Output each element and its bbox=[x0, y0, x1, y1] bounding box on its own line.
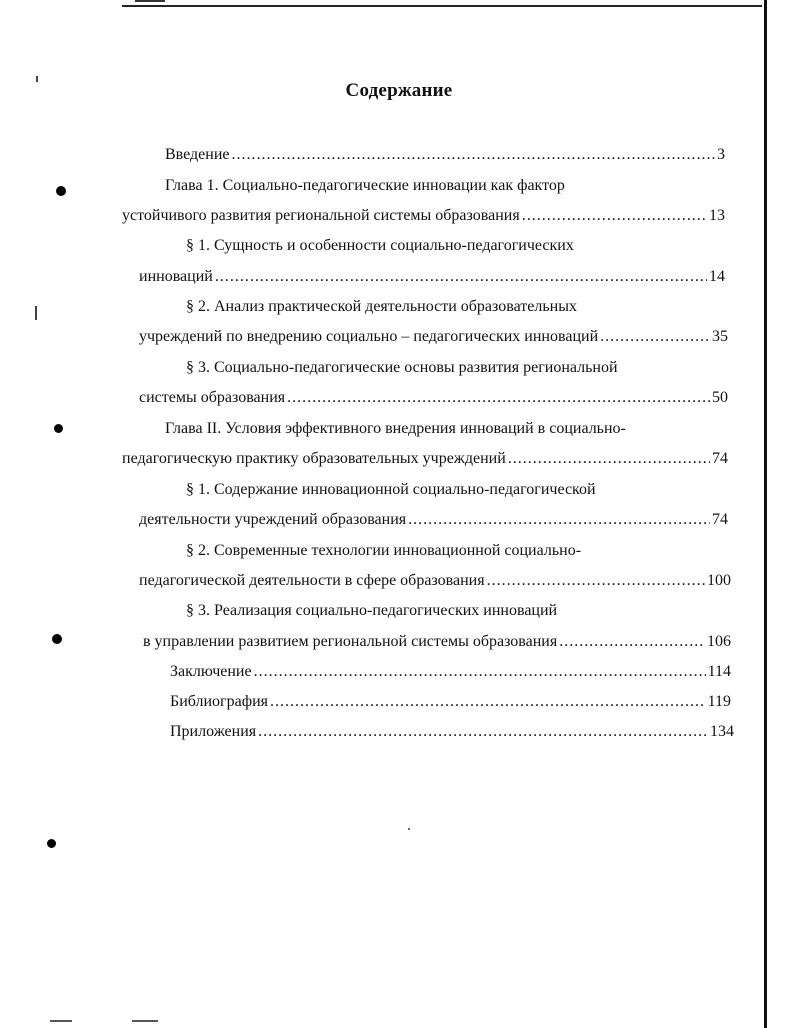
toc-entry-text: педагогическую практику образовательных учреждений bbox=[122, 450, 506, 467]
toc-entry-text: в управлении развитием региональной системы образования bbox=[143, 633, 558, 650]
toc-leader bbox=[559, 631, 705, 653]
toc-entry-text: Приложения bbox=[170, 723, 257, 740]
binder-hole-mark bbox=[52, 634, 62, 644]
toc-leader bbox=[600, 326, 710, 348]
toc-entry-text: Библиография bbox=[170, 693, 268, 710]
toc-leader bbox=[408, 509, 710, 531]
toc-entry-text: Введение bbox=[165, 146, 230, 163]
toc-entry bbox=[186, 540, 581, 562]
scan-edge-right bbox=[764, 0, 767, 1028]
toc-entry-text: § 1. Содержание инновационной социально-педагогической bbox=[186, 481, 596, 498]
toc-page-number: 100 bbox=[707, 572, 731, 589]
toc-entry-text: Глава 1. Социально-педагогические инновации как фактор bbox=[165, 177, 565, 194]
toc-page-number: 50 bbox=[712, 389, 728, 406]
toc-entry bbox=[165, 175, 565, 197]
toc-entry-text: учреждений по внедрению социально – педагогических инноваций bbox=[139, 328, 599, 345]
toc-page-number: 106 bbox=[707, 633, 731, 650]
toc-entry bbox=[122, 205, 725, 227]
toc-page-number: 3 bbox=[717, 146, 725, 163]
toc-entry bbox=[170, 661, 731, 683]
toc-page-number: 13 bbox=[709, 207, 725, 224]
toc-leader bbox=[508, 448, 710, 470]
binder-hole-mark bbox=[56, 186, 66, 196]
toc-entry bbox=[186, 600, 557, 622]
toc-entry bbox=[139, 326, 728, 348]
toc-entry-text: педагогической деятельности в сфере образования bbox=[139, 572, 485, 589]
binder-hole-mark bbox=[47, 839, 56, 848]
toc-entry-text: системы образования bbox=[139, 389, 286, 406]
toc-leader bbox=[232, 144, 716, 166]
toc-entry bbox=[170, 721, 734, 743]
toc-entry bbox=[139, 266, 725, 288]
toc-entry bbox=[139, 387, 728, 409]
toc-entry-text: Глава II. Условия эффективного внедрения инноваций в социально- bbox=[165, 420, 626, 437]
binder-hole-mark bbox=[54, 424, 63, 433]
toc-entry-text: § 3. Реализация социально-педагогических инноваций bbox=[186, 602, 558, 619]
toc-page-number: 74 bbox=[712, 511, 728, 528]
scan-mark bbox=[50, 1020, 72, 1022]
toc-entry-text: инноваций bbox=[139, 268, 213, 285]
toc-entry bbox=[165, 144, 725, 166]
toc-entry-text: § 1. Сущность и особенности социально-педагогических bbox=[186, 237, 574, 254]
toc-page-number: 134 bbox=[710, 723, 734, 740]
toc-page-number: 14 bbox=[709, 268, 725, 285]
toc-entry-text: § 3. Социально-педагогические основы развития региональной bbox=[186, 359, 618, 376]
toc-leader bbox=[270, 691, 706, 713]
toc-entry bbox=[186, 479, 596, 501]
toc-leader bbox=[258, 721, 708, 743]
toc-entry-text: Заключение bbox=[170, 663, 252, 680]
toc-entry bbox=[165, 418, 626, 440]
toc-entry bbox=[122, 448, 728, 470]
toc-entry-text: деятельности учреждений образования bbox=[139, 511, 407, 528]
toc-entry-text: § 2. Анализ практической деятельности образовательных bbox=[186, 298, 577, 315]
toc-entry-text: § 2. Современные технологии инновационной социально- bbox=[186, 542, 582, 559]
toc-leader bbox=[487, 570, 705, 592]
toc-entry bbox=[139, 570, 731, 592]
toc-entry-text: устойчивого развития региональной системы образования bbox=[122, 207, 520, 224]
toc-page-number: 119 bbox=[707, 693, 731, 710]
toc-leader bbox=[254, 661, 706, 683]
scan-mark bbox=[35, 306, 37, 320]
toc-entry bbox=[143, 631, 731, 653]
scan-edge-top bbox=[122, 5, 762, 7]
toc-entry bbox=[186, 296, 577, 318]
toc-leader bbox=[522, 205, 707, 227]
toc-entry bbox=[186, 235, 574, 257]
toc-entry bbox=[139, 509, 728, 531]
toc-page-number: 114 bbox=[707, 663, 731, 680]
toc-page-number: 35 bbox=[712, 328, 728, 345]
page-title: Содержание bbox=[345, 80, 453, 101]
toc-page-number: 74 bbox=[712, 450, 728, 467]
toc-entry bbox=[170, 691, 731, 713]
scan-speck bbox=[408, 828, 410, 830]
toc-leader bbox=[215, 266, 707, 288]
toc-entry bbox=[186, 357, 618, 379]
scan-mark bbox=[135, 0, 165, 2]
toc-leader bbox=[287, 387, 710, 409]
scan-mark bbox=[132, 1020, 158, 1022]
